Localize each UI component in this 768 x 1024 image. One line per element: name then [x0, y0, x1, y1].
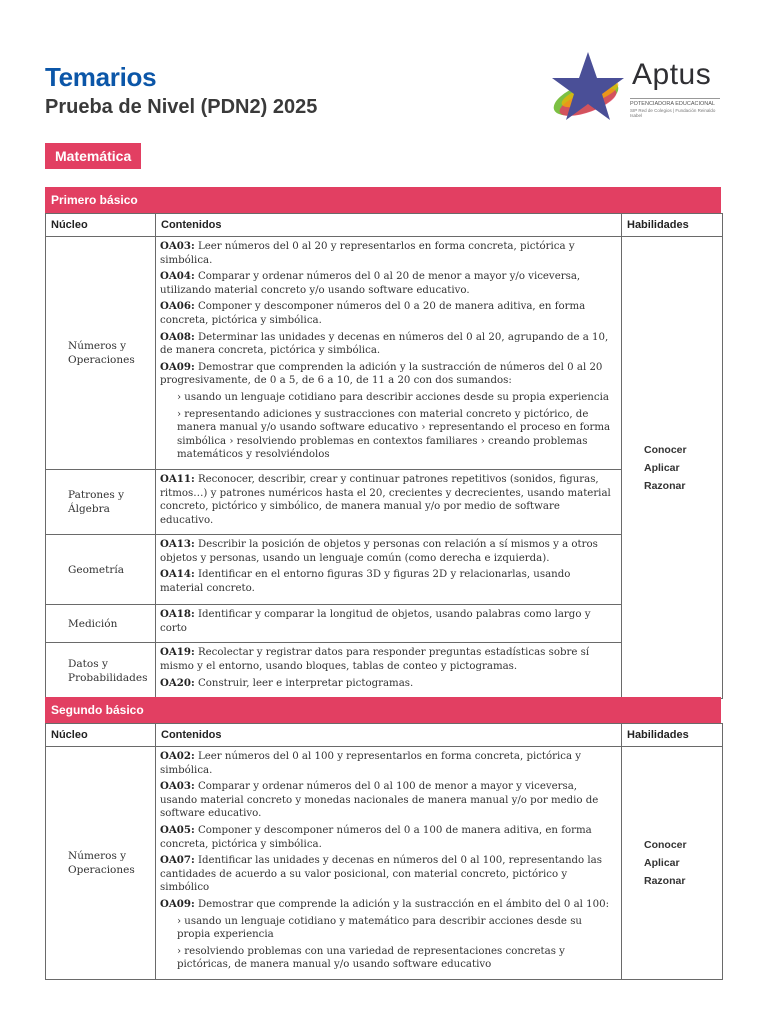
oa-subitem: › resolviendo problemas con una variedad de representaciones concretas y pictóricas, de manera manual y/o usando software educativo — [177, 945, 565, 971]
nucleo-cell: Números y Operaciones — [46, 237, 156, 470]
logo-tagline: POTENCIADORA EDUCACIONAL — [630, 98, 720, 107]
contenidos-cell — [156, 469, 622, 534]
nucleo-cell: Datos y Probabilidades — [46, 643, 156, 699]
contenidos-cell — [156, 605, 622, 643]
contenidos-cell — [156, 643, 622, 699]
table-header-row — [46, 214, 723, 237]
col-header-contenidos: Contenidos — [156, 214, 622, 237]
logo-name: Aptus — [632, 58, 712, 91]
oa-item — [160, 331, 616, 358]
content-table — [45, 723, 723, 980]
oa-code: OA07: — [160, 854, 195, 867]
col-header-nucleo: Núcleo — [46, 214, 156, 237]
oa-item — [160, 568, 616, 595]
habilidades-cell — [622, 747, 723, 980]
oa-code: OA05: — [160, 823, 195, 836]
oa-text: Leer números del 0 al 100 y representarlos en forma concreta, pictórica y simbólica. — [160, 751, 582, 776]
skill-label: Aplicar — [644, 461, 680, 474]
grade-block-segundo — [45, 697, 721, 980]
aptus-logo — [550, 50, 722, 122]
oa-text: Recolectar y registrar datos para responder preguntas estadísticas sobre sí mismo y el entorno, usando bloques, tablas de conteo y pictogramas. — [160, 647, 590, 673]
grade-title: Primero básico — [45, 187, 721, 213]
skill-label: Aplicar — [644, 856, 680, 869]
grade-title: Segundo básico — [45, 697, 721, 723]
oa-text: Leer números del 0 al 20 y representarlos en forma concreta, pictórica y simbólica. — [160, 241, 575, 266]
nucleo-cell: Medición — [46, 605, 156, 643]
oa-subitem: › representando adiciones y sustracciones con material concreto y pictórico, de manera manual y/o usando software educativo › representando el proceso en forma simbólica › resolviendo problemas en contextos familiares › creando problemas matemáticos y resolviéndolos — [177, 408, 611, 461]
oa-text: Identificar y comparar la longitud de objetos, usando palabras como largo y corto — [160, 609, 591, 634]
col-header-contenidos: Contenidos — [156, 724, 622, 747]
col-header-habilidades: Habilidades — [622, 724, 723, 747]
oa-item — [160, 780, 616, 821]
oa-item — [160, 677, 616, 691]
oa-subitem: › usando un lenguaje cotidiano para describir acciones desde su propia experiencia — [177, 391, 609, 403]
col-header-nucleo: Núcleo — [46, 724, 156, 747]
table-row — [46, 747, 723, 980]
oa-text: Componer y descomponer números del 0 a 100 de manera aditiva, en forma concreta, pictórica y simbólica. — [160, 824, 592, 850]
oa-item — [160, 473, 616, 527]
oa-item — [160, 240, 616, 267]
oa-item — [160, 300, 616, 327]
oa-text: Determinar las unidades y decenas en números del 0 al 20, agrupando de a 10, de manera concreta, pictórica y simbólica. — [160, 331, 609, 357]
skill-label: Conocer — [644, 443, 687, 456]
page-subtitle: Prueba de Nivel (PDN2) 2025 — [45, 96, 318, 118]
oa-subitem: › usando un lenguaje cotidiano y matemático para describir acciones desde su propia experiencia — [177, 915, 582, 941]
oa-code: OA13: — [160, 538, 195, 551]
oa-item — [160, 270, 616, 297]
oa-text: Identificar las unidades y decenas en números del 0 al 100, representando las cantidades de acuerdo a su valor posicional, con material concreto, pictórico y simbólico — [160, 855, 602, 894]
page-title: Temarios — [45, 62, 157, 92]
grade-block-primero — [45, 187, 721, 699]
oa-text: Demostrar que comprenden la adición y la sustracción de números del 0 al 20 progresivamente, de 0 a 5, de 6 a 10, de 11 a 20 con dos sumandos: — [160, 361, 603, 387]
oa-code: OA02: — [160, 750, 195, 762]
oa-item — [160, 898, 616, 912]
oa-item — [160, 824, 616, 851]
oa-item — [160, 361, 616, 388]
oa-code: OA14: — [160, 568, 195, 581]
oa-code: OA03: — [160, 780, 195, 793]
oa-text: Demostrar que comprende la adición y la sustracción en el ámbito del 0 al 100: — [194, 898, 610, 910]
oa-code: OA11: — [160, 472, 195, 485]
table-row — [46, 237, 723, 470]
nucleo-cell: Números y Operaciones — [46, 747, 156, 980]
table-row — [46, 643, 723, 699]
contenidos-cell — [156, 535, 622, 605]
skill-label: Conocer — [644, 838, 687, 851]
table-row — [46, 535, 723, 605]
oa-text: Componer y descomponer números del 0 a 20 de manera aditiva, en forma concreta, pictórica y simbólica. — [160, 301, 586, 326]
content-table — [45, 213, 723, 699]
oa-text: Comparar y ordenar números del 0 al 100 de menor a mayor y viceversa, usando material concreto y monedas nacionales de manera manual y/o por medio de software educativo. — [160, 781, 599, 820]
oa-code: OA03: — [160, 240, 195, 252]
oa-code: OA18: — [160, 608, 195, 621]
oa-code: OA06: — [160, 300, 195, 313]
oa-code: OA19: — [160, 646, 195, 659]
oa-text: Describir la posición de objetos y personas con relación a sí mismos y a otros objetos y personas, usando un lenguaje común (como derecha e izquierda). — [160, 539, 598, 564]
oa-code: OA08: — [160, 330, 195, 343]
habilidades-cell — [622, 237, 723, 699]
star-logo-icon — [550, 50, 630, 122]
table-header-row — [46, 724, 723, 747]
nucleo-cell: Patrones y Álgebra — [46, 469, 156, 534]
oa-item — [160, 646, 616, 673]
table-row — [46, 469, 723, 534]
contenidos-cell — [156, 747, 622, 980]
subject-badge: Matemática — [45, 143, 141, 169]
oa-text: Construir, leer e interpretar pictogramas. — [194, 677, 414, 689]
oa-item — [160, 750, 616, 777]
oa-item — [160, 608, 616, 635]
col-header-habilidades: Habilidades — [622, 214, 723, 237]
oa-code: OA04: — [160, 270, 195, 283]
oa-code: OA20: — [160, 676, 195, 689]
oa-text: Identificar en el entorno figuras 3D y figuras 2D y relacionarlas, usando material concreto. — [160, 569, 571, 595]
oa-code: OA09: — [160, 897, 195, 910]
skill-label: Razonar — [644, 874, 686, 887]
oa-item — [160, 538, 616, 565]
oa-text: Reconocer, describir, crear y continuar patrones repetitivos (sonidos, figuras, ritmos…) y patrones numéricos hasta el 20, crecientes y decrecientes, usando material concreto, pictórico y simbólico, de manera manual y/o por medio de software educativo. — [160, 473, 611, 526]
oa-code: OA09: — [160, 360, 195, 373]
oa-text: Comparar y ordenar números del 0 al 20 de menor a mayor y/o viceversa, utilizando material concreto y/o usando software educativo. — [160, 271, 581, 296]
skill-label: Razonar — [644, 479, 686, 492]
nucleo-cell: Geometría — [46, 535, 156, 605]
contenidos-cell — [156, 237, 622, 470]
logo-subline: SIP Red de Colegios | Fundación Reinaldo Isabel — [630, 108, 716, 118]
table-row — [46, 605, 723, 643]
oa-item — [160, 854, 616, 895]
